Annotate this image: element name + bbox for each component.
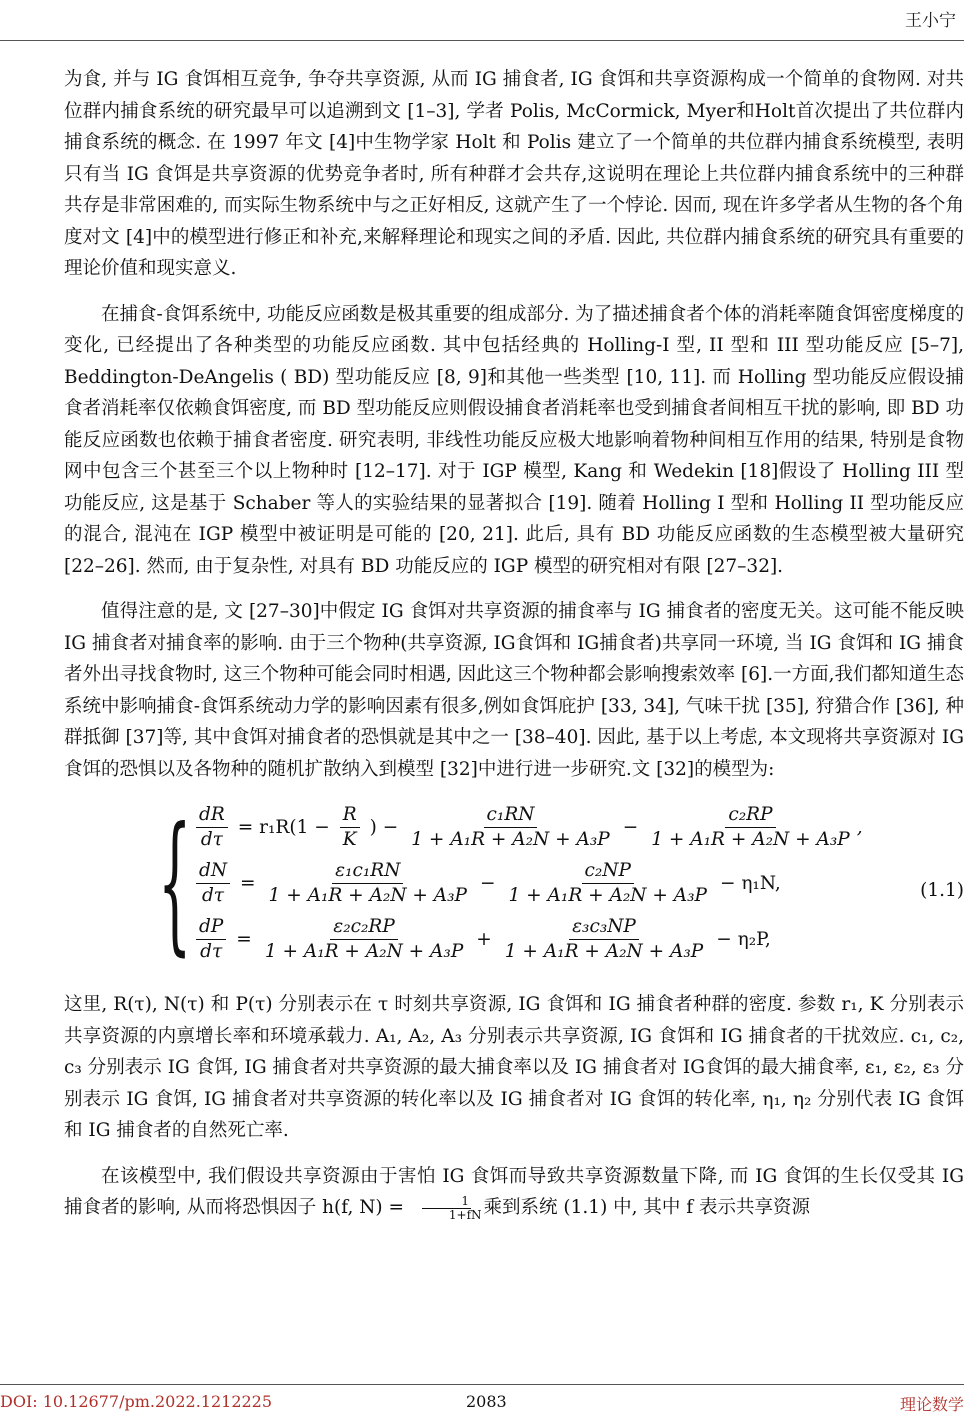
- header-rule: [0, 40, 964, 41]
- paragraph-1: 为食, 并与 IG 食饵相互竞争, 争夺共享资源, 从而 IG 捕食者, IG 食饵和共享资源构成一个简单的食物网. 对共位群内捕食系统的研究最早可以追溯到文 [1–3], 学者 Polis, McCormick, Myer和Holt首次提出了共位群内捕食系统的概念. 在 1997 年文 [4]中生物学家 Holt 和 Polis 建立了一个简单的共位群内捕食系统模型, 表明只有当 IG 食饵是共享资源的优势竞争者时, 所有种群才会共存,这说明在理论上共位群内捕食系统中的三种群共存是非常困难的, 而实际生物系统中与之正好相反, 这就产生了一个悖论. 因而, 现在许多学者从生物的各个角度对文 [4]中的模型进行修正和补充,来解释理论和现实之间的矛盾. 因此, 共位群内捕食系统的研究具有重要的理论价值和现实意义.: [64, 69, 964, 279]
- fraction: $\frac{\text{ε₁c₁RN}}{\text{1 + A₁R + A₂N + A₃P}}$: [268, 860, 467, 906]
- footer-rule: [0, 1384, 964, 1385]
- fraction: $\frac{\text{ε₂c₂RP}}{\text{1 + A₁R + A₂N + A₃P}}$: [264, 916, 464, 962]
- fear-factor-fraction: $\frac{1}{1+fN}$: [412, 1195, 482, 1222]
- paragraph-4: 这里, R(τ), N(τ) 和 P(τ) 分别表示在 τ 时刻共享资源, IG 食饵和 IG 捕食者种群的密度. 参数 r₁, K 分别表示共享资源的内禀增长率和环境承载力. A₁, A₂, A₃ 分别表示共享资源, IG 食饵和 IG 捕食者的干扰效应. c₁, c₂, c₃ 分别表示 IG 食饵, IG 捕食者对共享资源的最大捕食率以及 IG 捕食者对 IG食饵的最大捕食率, ε₁, ε₂, ε₃ 分别表示 IG 食饵, IG 捕食者对共享资源的转化率以及 IG 捕食者对 IG 食饵的转化率, η₁, η₂ 分别代表 IG 食饵和 IG 捕食者的自然死亡率.: [64, 994, 964, 1141]
- paragraph-5: 在该模型中, 我们假设共享资源由于害怕 IG 食饵而导致共享资源数量下降, 而 IG 食饵的生长仅受其 IG 捕食者的影响, 从而将恐惧因子 h(f, N) = $\frac{1}{1+fN}$ 乘到系统 (1.1) 中, 其中 f 表示共享资源: [64, 1165, 964, 1222]
- fraction: $\frac{dP}{d\tau}$: [196, 915, 226, 964]
- equation-brace: {: [158, 796, 192, 970]
- doi-link[interactable]: DOI: 10.12677/pm.2022.1212225: [0, 1392, 273, 1411]
- equation-1-1: [64, 796, 964, 975]
- equation-line-1: $\frac{dR}{d\tau}$ = r₁R(1 − $\frac{R}{K}$ ) − $\frac{\text{c₁RN}}{\text{1 + A₁R + A₂N + A₃P}}$ − $\frac{\text{c₂RP}}{\text{1 + A₁R + A₂N + A₃P}}$ ,: [192, 803, 863, 852]
- fraction: $\frac{R}{K}$: [340, 803, 360, 852]
- fraction: $\frac{dN}{d\tau}$: [196, 859, 230, 908]
- equation-number: (1.1): [920, 880, 964, 901]
- equation-line-3: $\frac{dP}{d\tau}$ = $\frac{\text{ε₂c₂RP}}{\text{1 + A₁R + A₂N + A₃P}}$ + $\frac{\text{ε₃c₃NP}}{\text{1 + A₁R + A₂N + A₃P}}$ − η₂P,: [192, 915, 777, 964]
- paragraph-3: 值得注意的是, 文 [27–30]中假定 IG 食饵对共享资源的捕食率与 IG 捕食者的密度无关。这可能不能反映 IG 捕食者对捕食率的影响. 由于三个物种(共享资源, IG食饵和 IG捕食者)共享同一环境, 当 IG 食饵和 IG 捕食者外出寻找食物时, 这三个物种可能会同时相遇, 因此这三个物种都会影响搜索效率 [6].一方面,我们都知道生态系统中影响捕食-食饵系统动力学的影响因素有很多,例如食饵庇护 [33, 34], 气味干扰 [35], 狩猎合作 [36], 种群抵御 [37]等, 其中食饵对捕食者的恐惧就是其中之一 [38–40]. 因此, 基于以上考虑, 本文现将共享资源对 IG 食饵的恐惧以及各物种的随机扩散纳入到模型 [32]中进行进一步研究.文 [32]的模型为:: [64, 601, 964, 780]
- page-number: 2083: [466, 1392, 507, 1411]
- fraction: $\frac{\text{c₂RP}}{\text{1 + A₁R + A₂N + A₃P}}$: [651, 804, 850, 850]
- fraction: $\frac{dR}{d\tau}$: [196, 803, 228, 852]
- fraction: $\frac{\text{c₁RN}}{\text{1 + A₁R + A₂N + A₃P}}$: [411, 804, 610, 850]
- article-body: [64, 64, 964, 1238]
- fraction: $\frac{\text{ε₃c₃NP}}{\text{1 + A₁R + A₂N + A₃P}}$: [504, 916, 704, 962]
- paragraph-2: 在捕食-食饵系统中, 功能反应函数是极其重要的组成部分. 为了描述捕食者个体的消耗率随食饵密度梯度的变化, 已经提出了各种类型的功能反应函数. 其中包括经典的 Holling-I 型, II 型和 III 型功能反应 [5–7], Beddington-DeAngelis ( BD) 型功能反应 [8, 9]和其他一些类型 [10, 11]. 而 Holling 型功能反应假设捕食者消耗率仅依赖食饵密度, 而 BD 型功能反应则假设捕食者消耗率也受到捕食者间相互干扰的影响, 即 BD 功能反应函数也依赖于捕食者密度. 研究表明, 非线性功能反应极大地影响着物种间相互作用的结果, 特别是食物网中包含三个甚至三个以上物种时 [12–17]. 对于 IGP 模型, Kang 和 Wedekin [18]假设了 Holling III 型功能反应, 这是基于 Schaber 等人的实验结果的显著拟合 [19]. 随着 Holling I 型和 Holling II 型功能反应的混合, 混沌在 IGP 模型中被证明是可能的 [20, 21]. 此后, 具有 BD 功能反应函数的生态模型被大量研究 [22–26]. 然而, 由于复杂性, 对具有 BD 功能反应的 IGP 模型的研究相对有限 [27–32].: [64, 303, 964, 577]
- equation-line-2: $\frac{dN}{d\tau}$ = $\frac{\text{ε₁c₁RN}}{\text{1 + A₁R + A₂N + A₃P}}$ − $\frac{\text{c₂NP}}{\text{1 + A₁R + A₂N + A₃P}}$ − η₁N,: [192, 859, 787, 908]
- header-author: 王小宁: [905, 11, 956, 31]
- fraction: $\frac{\text{c₂NP}}{\text{1 + A₁R + A₂N + A₃P}}$: [508, 860, 707, 906]
- journal-link[interactable]: 理论数学: [899, 1395, 964, 1414]
